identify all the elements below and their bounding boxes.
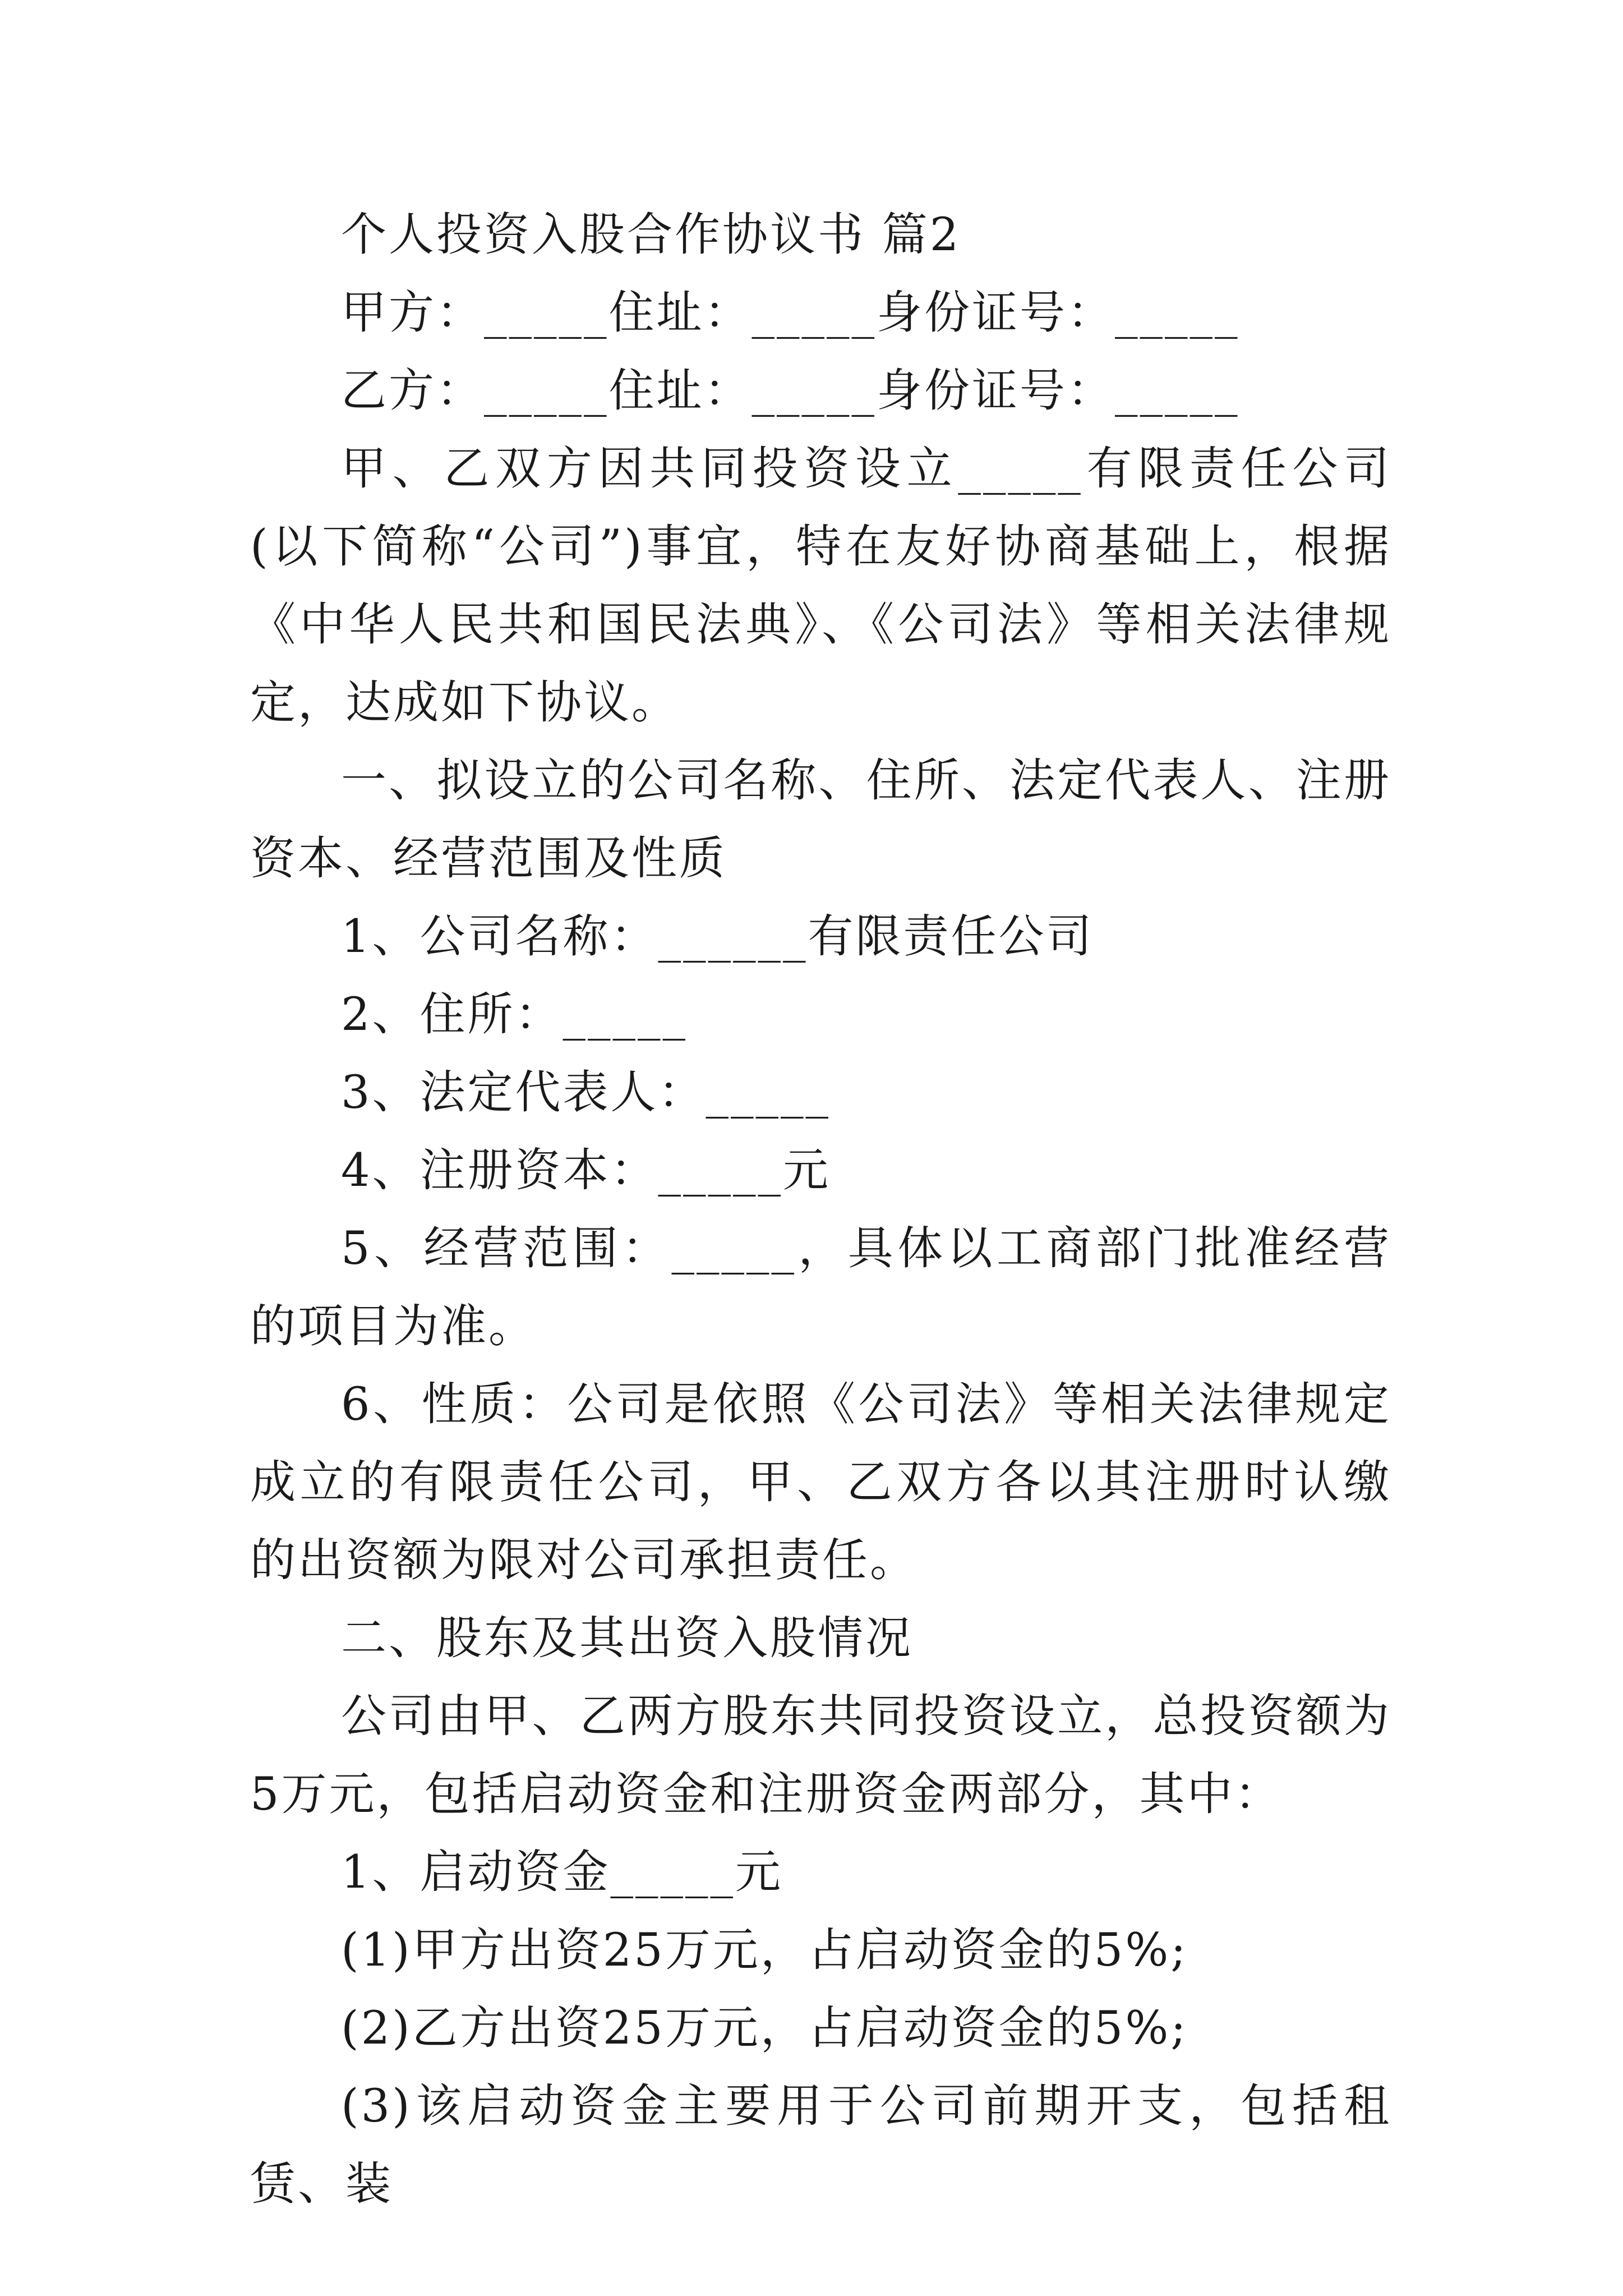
address-item: 2、住所：_____ [341, 988, 688, 1041]
party-b-line: 乙方：_____住址：_____身份证号：_____ [341, 365, 1240, 417]
party-a-contribution: (1)甲方出资25万元，占启动资金的5%; [341, 1924, 1188, 1977]
preamble-paragraph: 甲、乙双方因共同投资设立_____有限责任公司(以下简称“公司”)事宜，特在友好协商基础上，根据《中华人民共和国民法典》、《公司法》等相关法律规定，达成如下协议。 [250, 443, 1391, 729]
section-1-heading: 一、拟设立的公司名称、住所、法定代表人、注册资本、经营范围及性质 [250, 754, 1391, 885]
party-b-contribution: (2)乙方出资25万元，占启动资金的5%; [341, 2002, 1188, 2055]
section-2-heading: 二、股东及其出资入股情况 [341, 1612, 914, 1665]
startup-capital-item: 1、启动资金_____元 [341, 1846, 783, 1899]
company-nature-item: 6、性质：公司是依照《公司法》等相关法律规定成立的有限责任公司，甲、乙双方各以其注册时认缴的出资额为限对公司承担责任。 [250, 1378, 1391, 1587]
business-scope-item: 5、经营范围：_____，具体以工商部门批准经营的项目为准。 [250, 1222, 1391, 1353]
legal-representative-item: 3、法定代表人：_____ [341, 1066, 831, 1119]
document-body [250, 196, 1391, 2224]
investment-paragraph: 公司由甲、乙两方股东共同投资设立，总投资额为5万元，包括启动资金和注册资金两部分，其中： [250, 1690, 1391, 1821]
document-title: 个人投资入股合作协议书 篇2 [341, 209, 961, 261]
company-name-item: 1、公司名称：______有限责任公司 [341, 910, 1094, 963]
registered-capital-item: 4、注册资本：_____元 [341, 1144, 831, 1197]
startup-capital-usage: (3)该启动资金主要用于公司前期开支，包括租赁、装 [250, 2080, 1391, 2211]
party-a-line: 甲方：_____住址：_____身份证号：_____ [341, 287, 1240, 339]
